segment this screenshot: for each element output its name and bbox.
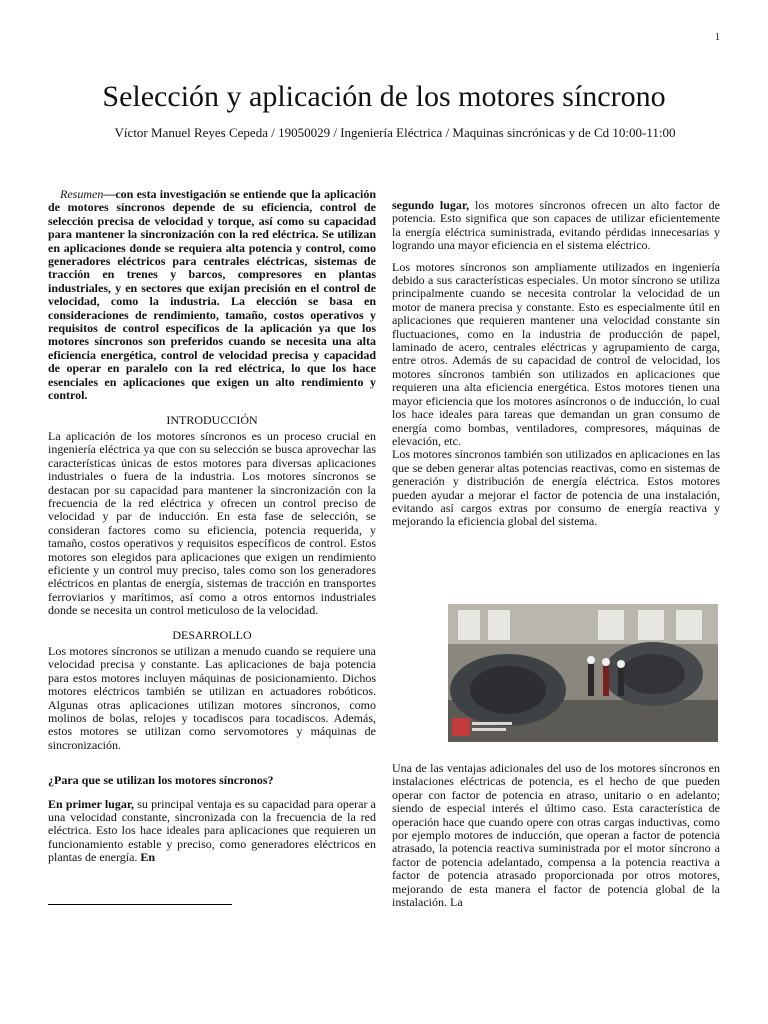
footnote-rule (48, 904, 232, 905)
first-point-text: su principal ventaja es su capacidad para operar a una velocidad constante, sincronizada con la frecuencia de la red eléctrica. Esto los hace ideales para aplicaciones que requieren un funcionamiento estable y preciso, como generadores eléctricos en plantas de energía. (48, 796, 376, 865)
development-paragraph: Los motores síncronos se utilizan a menudo cuando se requiere una velocidad precisa y constante. Las aplicaciones de baja potencia para estos motores incluyen máquinas de posicionamiento. Dichos motores eléctricos también se utilizan en actuadores robóticos. Algunas otras aplicaciones utilizan motores síncronos, como molinos de bolas, relojes y tocadiscos para tocadiscos. Además, estos motores se utilizan como servomotores y máquinas de sincronización. (48, 644, 376, 752)
second-point-paragraph (392, 199, 720, 253)
right-column (392, 199, 720, 529)
machine-hall-photo (448, 604, 718, 742)
left-column (48, 188, 376, 865)
abstract-body: —con esta investigación se entiende que la aplicación de motores síncronos depende de su eficiencia, control de selección precisa de velocidad y torque, así como su capacidad para mantener la sincronización con la red eléctrica. Se utilizan en aplicaciones donde se requiera alta potencia y control, como generadores eléctricos para centrales eléctricas, sistemas de tracción en trenes y barcos, compresores en plantas industriales, y en sectores que exijan precisión en el control de velocidad, como la industria. La elección se basa en consideraciones de rendimiento, tamaño, costos operativos y requisitos de control específicos de la aplicación ya que los motores síncronos son preferidos cuando se necesita una alta eficiencia energética, control de velocidad precisa y capacidad de operar en paralelo con la red eléctrica, lo que los hace esenciales en aplicaciones que exigen un alto rendimiento y control. (48, 187, 376, 403)
intro-paragraph: La aplicación de los motores síncronos es un proceso crucial en ingeniería eléctrica ya que con su selección se busca aprovechar las características únicas de estos motores para diversas aplicaciones industriales o fuera de la industria. Los motores síncronos se destacan por su capacidad para mantener la sincronización con la frecuencia de la red eléctrica y ofrecen un control preciso de velocidad y par de inducción. En esta fase de selección, se consideran factores como su eficiencia, potencia requerida, y tamaño, costos operativos y requisitos específicos de control. Estos motores son elegidos para aplicaciones que exigen un rendimiento eficiente y un control muy preciso, tales como son los generadores eléctricos en plantas de energía, sistemas de tracción en transportes ferroviarios y marítimos, así como a otros entornos industriales donde se necesita un control meticuloso de la velocidad. (48, 428, 376, 618)
section-question: ¿Para que se utilizan los motores síncronos? (48, 773, 274, 788)
second-point-lead: segundo lugar, (392, 198, 470, 212)
first-point-lead: En primer lugar, (48, 796, 135, 811)
abstract (48, 188, 376, 403)
intro-heading: INTRODUCCIÓN (166, 412, 258, 427)
machine-hall-icon (448, 604, 718, 742)
page-number: 1 (715, 32, 720, 43)
first-point-tail: En (140, 850, 156, 865)
applications-paragraph: Los motores síncronos son ampliamente utilizados en ingeniería debido a sus características especiales. Un motor síncrono se utiliza principalmente cuando se necesita controlar la velocidad de un motor de manera precisa y constante. Esto es especialmente útil en aplicaciones que requieren mantener una velocidad constante sin fluctuaciones, como en la industria de producción de papel, laminado de acero, centrales eléctricas y agrupamiento de carga, entre otros. Además de su capacidad de control de velocidad, los motores síncronos también son utilizados en aplicaciones que requieren una alta eficiencia energética. Estos motores tienen una mayor eficiencia que los motores asíncronos o de inducción, lo cual los hace ideales para tareas que demandan un gran consumo de energía como bombas, ventiladores, compresores, máquinas de elevación, etc. (392, 259, 720, 448)
power-factor-paragraph: Una de las ventajas adicionales del uso de los motores síncronos en instalaciones eléctricas de potencia, es el hecho de que pueden operar con factor de potencia en atraso, unitario o en adelanto; siendo de especial interés el último caso. Esta característica de operación hace que cuando opere con otras cargas inductivas, como por ejemplo motores de inducción, que operan a factor de potencia atrasado, la potencia reactiva suministrada por el motor síncrono a factor de potencia adelantado, compensa a la potencia reactiva a factor de potencia atrasado proporcionada por otros motores, mejorando de esta manera el factor de potencia global de la instalación. La (392, 761, 720, 910)
abstract-lead: Resumen (60, 187, 104, 201)
paper-title: Selección y aplicación de los motores síncrono (102, 80, 666, 113)
second-point-text: los motores síncronos ofrecen un alto factor de potencia. Esto significa que son capaces de utilizar eficientemente la energía eléctrica suministrada, evitando pérdidas innecesarias y logrando una mayor eficiencia en el sistema eléctrico. (392, 198, 720, 253)
development-heading: DESARROLLO (172, 627, 252, 642)
reactive-power-paragraph: Los motores síncronos también son utilizados en aplicaciones en las que se deben generar altas potencias reactivas, como en sistemas de generación y distribución de energía eléctrica. Estos motores pueden ayudar a mejorar el factor de potencia de una instalación, evitando así cargos extras por consumo de energía reactiva y mejorando la eficiencia global del sistema. (392, 447, 720, 529)
first-point-paragraph (48, 798, 376, 865)
author-line: Víctor Manuel Reyes Cepeda / 19050029 / Ingeniería Eléctrica / Maquinas sincrónicas y de Cd 10:00-11:00 (114, 125, 676, 140)
